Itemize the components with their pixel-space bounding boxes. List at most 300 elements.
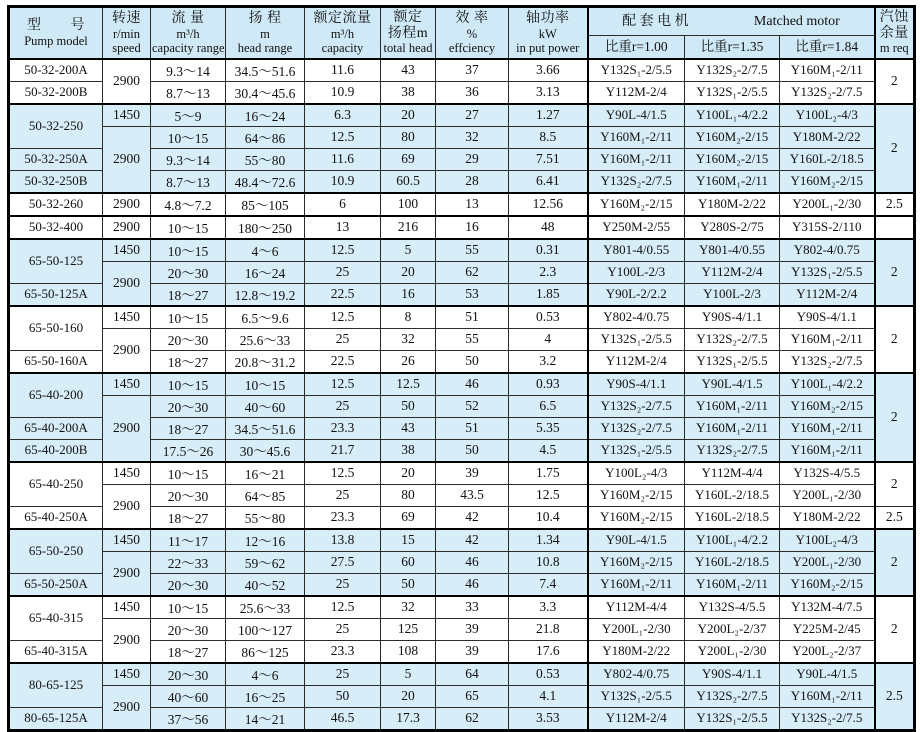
capacity-range-cell: 37～56	[151, 707, 226, 730]
efficiency-cell: 50	[436, 350, 509, 373]
speed-rpm-cell: 1450	[103, 663, 151, 686]
pump-model-cell: 80-65-125A	[9, 707, 103, 730]
efficiency-cell: 39	[436, 640, 509, 663]
table-header	[9, 7, 915, 59]
pump-model-cell: 50-32-260	[9, 193, 103, 216]
efficiency-cell: 51	[436, 306, 509, 329]
motor-r135-cell: Y132S₂-2/7.5	[685, 439, 780, 462]
npsh-cell: 2	[875, 462, 915, 507]
motor-r100-cell: Y802-4/0.75	[588, 306, 685, 329]
motor-r184-cell: Y160M₁-2/11	[780, 328, 875, 350]
speed-rpm-cell: 2900	[103, 551, 151, 596]
speed-rpm-cell: 2900	[103, 261, 151, 306]
speed-rpm-cell: 2900	[103, 484, 151, 529]
pump-model-cell: 50-32-250A	[9, 148, 103, 170]
head-range-cell: 4～6	[226, 663, 305, 686]
rated-total-head-cell: 26	[381, 350, 436, 373]
rated-capacity-cell: 11.6	[305, 148, 381, 170]
motor-r100-cell: Y90L-2/2.2	[588, 283, 685, 306]
speed-rpm-cell: 1450	[103, 306, 151, 329]
rated-total-head-cell: 20	[381, 104, 436, 127]
input-power-cell: 48	[509, 216, 588, 239]
motor-r135-cell: Y200L₁-2/30	[685, 640, 780, 663]
rated-capacity-cell: 46.5	[305, 707, 381, 730]
capacity-range-cell: 18～27	[151, 283, 226, 306]
efficiency-cell: 27	[436, 104, 509, 127]
npsh-cell: 2.5	[875, 193, 915, 216]
rated-total-head-cell: 80	[381, 126, 436, 148]
capacity-range-cell: 22～33	[151, 551, 226, 573]
efficiency-cell: 33	[436, 596, 509, 619]
table-body	[9, 59, 915, 731]
rated-total-head-cell: 5	[381, 239, 436, 262]
motor-r184-cell: Y180M-2/22	[780, 126, 875, 148]
header-speed-en: speed	[112, 40, 141, 55]
motor-r135-cell: Y132S₁-2/5.5	[685, 350, 780, 373]
npsh-cell: 2	[875, 306, 915, 373]
speed-rpm-cell: 2900	[103, 685, 151, 730]
motor-r100-cell: Y160M₂-2/15	[588, 484, 685, 506]
motor-r184-cell: Y112M-2/4	[780, 283, 875, 306]
motor-r100-cell: Y250M-2/55	[588, 216, 685, 239]
header-motor-r184: 比重r=1.84	[780, 36, 875, 59]
header-motor-r135: 比重r=1.35	[685, 36, 780, 59]
npsh-cell: 2.5	[875, 506, 915, 529]
motor-r135-cell: Y160M₁-2/11	[685, 417, 780, 439]
rated-total-head-cell: 16	[381, 283, 436, 306]
rated-capacity-cell: 25	[305, 328, 381, 350]
capacity-range-cell: 8.7～13	[151, 170, 226, 193]
efficiency-cell: 55	[436, 239, 509, 262]
head-range-cell: 25.6～33	[226, 596, 305, 619]
rated-total-head-cell: 20	[381, 261, 436, 283]
input-power-cell: 4.1	[509, 685, 588, 707]
table-row	[9, 663, 915, 686]
motor-r184-cell: Y100L₂-4/3	[780, 529, 875, 552]
motor-r135-cell: Y160M₂-2/15	[685, 148, 780, 170]
input-power-cell: 21.8	[509, 618, 588, 640]
header-capacity-range-unit: m³/h	[176, 26, 200, 41]
motor-r100-cell: Y200L₁-2/30	[588, 618, 685, 640]
pump-model-cell: 65-40-250	[9, 462, 103, 507]
rated-capacity-cell: 50	[305, 685, 381, 707]
motor-r100-cell: Y90L-4/1.5	[588, 529, 685, 552]
efficiency-cell: 37	[436, 59, 509, 82]
motor-r184-cell: Y90L-4/1.5	[780, 663, 875, 686]
input-power-cell: 3.3	[509, 596, 588, 619]
header-npsh	[875, 7, 915, 59]
table-row	[9, 306, 915, 329]
motor-r184-cell: Y315S-2/110	[780, 216, 875, 239]
motor-r184-cell: Y100L₁-4/2.2	[780, 373, 875, 396]
efficiency-cell: 43.5	[436, 484, 509, 506]
npsh-cell: 2	[875, 529, 915, 596]
rated-capacity-cell: 25	[305, 618, 381, 640]
capacity-range-cell: 20～30	[151, 663, 226, 686]
efficiency-cell: 39	[436, 462, 509, 485]
motor-r100-cell: Y801-4/0.55	[588, 239, 685, 262]
motor-r135-cell: Y132S₁-2/5.5	[685, 707, 780, 730]
capacity-range-cell: 20～30	[151, 573, 226, 596]
motor-r100-cell: Y802-4/0.75	[588, 663, 685, 686]
pump-spec-table	[7, 5, 916, 732]
efficiency-cell: 52	[436, 395, 509, 417]
input-power-cell: 0.53	[509, 663, 588, 686]
rated-total-head-cell: 43	[381, 417, 436, 439]
motor-r100-cell: Y180M-2/22	[588, 640, 685, 663]
npsh-cell: 2	[875, 596, 915, 663]
speed-rpm-cell: 2900	[103, 193, 151, 216]
header-rated-total-head-zh1: 额定	[393, 10, 423, 26]
head-range-cell: 55～80	[226, 506, 305, 529]
motor-r100-cell: Y112M-2/4	[588, 81, 685, 104]
head-range-cell: 14～21	[226, 707, 305, 730]
motor-r135-cell: Y180M-2/22	[685, 193, 780, 216]
speed-rpm-cell: 1450	[103, 462, 151, 485]
input-power-cell: 10.8	[509, 551, 588, 573]
input-power-cell: 2.3	[509, 261, 588, 283]
head-range-cell: 55～80	[226, 148, 305, 170]
efficiency-cell: 28	[436, 170, 509, 193]
rated-total-head-cell: 108	[381, 640, 436, 663]
input-power-cell: 12.5	[509, 484, 588, 506]
motor-r100-cell: Y132S₂-2/7.5	[588, 170, 685, 193]
speed-rpm-cell: 2900	[103, 395, 151, 462]
motor-r184-cell: Y160M₁-2/11	[780, 417, 875, 439]
header-rated-capacity-zh: 额定流量	[313, 10, 372, 26]
speed-rpm-cell: 1450	[103, 529, 151, 552]
motor-r135-cell: Y160L-2/18.5	[685, 551, 780, 573]
head-range-cell: 34.5～51.6	[226, 59, 305, 82]
head-range-cell: 64～86	[226, 126, 305, 148]
capacity-range-cell: 18～27	[151, 417, 226, 439]
rated-capacity-cell: 25	[305, 663, 381, 686]
motor-r135-cell: Y132S₁-2/5.5	[685, 81, 780, 104]
rated-capacity-cell: 6	[305, 193, 381, 216]
header-speed	[103, 7, 151, 59]
table-row	[9, 529, 915, 552]
table-row	[9, 104, 915, 127]
pump-model-cell: 50-32-200A	[9, 59, 103, 82]
motor-r100-cell: Y160M₂-2/15	[588, 506, 685, 529]
header-capacity-range	[151, 7, 226, 59]
motor-r135-cell: Y132S₂-2/7.5	[685, 328, 780, 350]
rated-capacity-cell: 6.3	[305, 104, 381, 127]
pump-model-cell: 65-50-125	[9, 239, 103, 284]
motor-r100-cell: Y112M-4/4	[588, 596, 685, 619]
head-range-cell: 20.8～31.2	[226, 350, 305, 373]
capacity-range-cell: 40～60	[151, 685, 226, 707]
rated-total-head-cell: 8	[381, 306, 436, 329]
motor-r100-cell: Y112M-2/4	[588, 350, 685, 373]
head-range-cell: 4～6	[226, 239, 305, 262]
capacity-range-cell: 18～27	[151, 506, 226, 529]
motor-r135-cell: Y90L-4/1.5	[685, 373, 780, 396]
motor-r135-cell: Y100L₁-4/2.2	[685, 104, 780, 127]
motor-r135-cell: Y132S₂-2/7.5	[685, 59, 780, 82]
input-power-cell: 4.5	[509, 439, 588, 462]
input-power-cell: 6.41	[509, 170, 588, 193]
rated-total-head-cell: 38	[381, 81, 436, 104]
input-power-cell: 1.27	[509, 104, 588, 127]
input-power-cell: 10.4	[509, 506, 588, 529]
table-row	[9, 59, 915, 82]
motor-r135-cell: Y132S-4/5.5	[685, 596, 780, 619]
input-power-cell: 0.53	[509, 306, 588, 329]
rated-total-head-cell: 15	[381, 529, 436, 552]
head-range-cell: 59～62	[226, 551, 305, 573]
head-range-cell: 25.6～33	[226, 328, 305, 350]
motor-r184-cell: Y132S₂-2/7.5	[780, 350, 875, 373]
capacity-range-cell: 10～15	[151, 239, 226, 262]
input-power-cell: 0.93	[509, 373, 588, 396]
motor-r135-cell: Y160M₁-2/11	[685, 395, 780, 417]
motor-r184-cell: Y180M-2/22	[780, 506, 875, 529]
header-input-power-zh: 轴功率	[526, 10, 570, 26]
rated-capacity-cell: 12.5	[305, 373, 381, 396]
pump-model-cell: 50-32-250	[9, 104, 103, 149]
efficiency-cell: 39	[436, 618, 509, 640]
rated-capacity-cell: 25	[305, 573, 381, 596]
head-range-cell: 100～127	[226, 618, 305, 640]
motor-r100-cell: Y100L-2/3	[588, 261, 685, 283]
rated-capacity-cell: 21.7	[305, 439, 381, 462]
rated-total-head-cell: 17.3	[381, 707, 436, 730]
motor-r135-cell: Y90S-4/1.1	[685, 663, 780, 686]
pump-model-cell: 50-32-200B	[9, 81, 103, 104]
input-power-cell: 12.56	[509, 193, 588, 216]
header-matched-motor-en: Matched motor	[753, 13, 840, 29]
header-pump-model	[9, 7, 103, 59]
efficiency-cell: 53	[436, 283, 509, 306]
head-range-cell: 10～15	[226, 373, 305, 396]
motor-r100-cell: Y132S₁-2/5.5	[588, 439, 685, 462]
pump-model-cell: 65-40-250A	[9, 506, 103, 529]
pump-model-cell: 65-50-250A	[9, 573, 103, 596]
rated-capacity-cell: 23.3	[305, 506, 381, 529]
efficiency-cell: 51	[436, 417, 509, 439]
motor-r184-cell: Y802-4/0.75	[780, 239, 875, 262]
head-range-cell: 86～125	[226, 640, 305, 663]
capacity-range-cell: 10～15	[151, 462, 226, 485]
table-row	[9, 328, 915, 350]
table-row	[9, 126, 915, 148]
motor-r100-cell: Y160M₁-2/11	[588, 148, 685, 170]
rated-total-head-cell: 69	[381, 148, 436, 170]
efficiency-cell: 42	[436, 529, 509, 552]
head-range-cell: 34.5～51.6	[226, 417, 305, 439]
speed-rpm-cell: 2900	[103, 126, 151, 193]
input-power-cell: 6.5	[509, 395, 588, 417]
input-power-cell: 17.6	[509, 640, 588, 663]
rated-capacity-cell: 13.8	[305, 529, 381, 552]
input-power-cell: 7.51	[509, 148, 588, 170]
motor-r100-cell: Y160M₁-2/11	[588, 573, 685, 596]
head-range-cell: 6.5～9.6	[226, 306, 305, 329]
motor-r135-cell: Y160L-2/18.5	[685, 484, 780, 506]
capacity-range-cell: 18～27	[151, 640, 226, 663]
pump-model-cell: 65-50-160	[9, 306, 103, 351]
header-pump-model-en: Pump model	[24, 33, 88, 48]
rated-total-head-cell: 32	[381, 328, 436, 350]
motor-r184-cell: Y160M₁-2/11	[780, 685, 875, 707]
efficiency-cell: 62	[436, 707, 509, 730]
head-range-cell: 40～60	[226, 395, 305, 417]
rated-total-head-cell: 38	[381, 439, 436, 462]
motor-r100-cell: Y132S₁-2/5.5	[588, 328, 685, 350]
motor-r135-cell: Y200L₂-2/37	[685, 618, 780, 640]
motor-r184-cell: Y160M₁-2/11	[780, 439, 875, 462]
table-row	[9, 373, 915, 396]
header-head-range-zh: 扬 程	[248, 10, 282, 26]
rated-total-head-cell: 100	[381, 193, 436, 216]
efficiency-cell: 64	[436, 663, 509, 686]
input-power-cell: 7.4	[509, 573, 588, 596]
header-rated-capacity-unit: m³/h	[330, 26, 355, 41]
header-rated-capacity	[305, 7, 381, 59]
head-range-cell: 85～105	[226, 193, 305, 216]
motor-r184-cell: Y100L₂-4/3	[780, 104, 875, 127]
rated-total-head-cell: 5	[381, 663, 436, 686]
efficiency-cell: 13	[436, 193, 509, 216]
motor-r184-cell: Y132S₂-2/7.5	[780, 707, 875, 730]
motor-r100-cell: Y160M₁-2/11	[588, 126, 685, 148]
table-row	[9, 239, 915, 262]
header-npsh-zh2: 余量	[879, 25, 909, 41]
speed-rpm-cell: 2900	[103, 59, 151, 104]
motor-r184-cell: Y160M₁-2/11	[780, 59, 875, 82]
head-range-cell: 64～85	[226, 484, 305, 506]
motor-r184-cell: Y160L-2/18.5	[780, 148, 875, 170]
header-efficiency-en: effciency	[448, 40, 496, 55]
motor-r184-cell: Y200L₂-2/37	[780, 640, 875, 663]
header-rated-total-head-en: total head	[383, 41, 433, 56]
pump-model-cell: 50-32-250B	[9, 170, 103, 193]
efficiency-cell: 62	[436, 261, 509, 283]
capacity-range-cell: 10～15	[151, 373, 226, 396]
rated-capacity-cell: 12.5	[305, 462, 381, 485]
rated-capacity-cell: 10.9	[305, 170, 381, 193]
header-efficiency	[436, 7, 509, 59]
efficiency-cell: 46	[436, 551, 509, 573]
capacity-range-cell: 18～27	[151, 350, 226, 373]
input-power-cell: 0.31	[509, 239, 588, 262]
header-matched-motor	[588, 7, 875, 36]
table-row	[9, 685, 915, 707]
head-range-cell: 180～250	[226, 216, 305, 239]
npsh-cell: 2	[875, 104, 915, 193]
table-row	[9, 261, 915, 283]
rated-total-head-cell: 216	[381, 216, 436, 239]
speed-rpm-cell: 1450	[103, 239, 151, 262]
motor-r184-cell: Y90S-4/1.1	[780, 306, 875, 329]
motor-r135-cell: Y90S-4/1.1	[685, 306, 780, 329]
capacity-range-cell: 20～30	[151, 484, 226, 506]
motor-r135-cell: Y112M-2/4	[685, 261, 780, 283]
header-head-range	[226, 7, 305, 59]
header-motor-r100: 比重r=1.00	[588, 36, 685, 59]
motor-r135-cell: Y112M-4/4	[685, 462, 780, 485]
motor-r100-cell: Y100L₂-4/3	[588, 462, 685, 485]
input-power-cell: 1.34	[509, 529, 588, 552]
rated-capacity-cell: 12.5	[305, 596, 381, 619]
motor-r100-cell: Y132S₁-2/5.5	[588, 59, 685, 82]
motor-r100-cell: Y90L-4/1.5	[588, 104, 685, 127]
table-row	[9, 193, 915, 216]
pump-model-cell: 65-50-250	[9, 529, 103, 574]
motor-r184-cell: Y200L₁-2/30	[780, 193, 875, 216]
header-capacity-range-zh: 流 量	[171, 10, 205, 26]
head-range-cell: 16～24	[226, 104, 305, 127]
header-head-range-en: head range	[237, 40, 293, 55]
rated-capacity-cell: 22.5	[305, 283, 381, 306]
motor-r100-cell: Y132S₁-2/5.5	[588, 685, 685, 707]
capacity-range-cell: 10～15	[151, 216, 226, 239]
motor-r100-cell: Y132S₂-2/7.5	[588, 417, 685, 439]
rated-capacity-cell: 12.5	[305, 126, 381, 148]
table-row	[9, 462, 915, 485]
pump-model-cell: 65-40-315A	[9, 640, 103, 663]
motor-r135-cell: Y132S₂-2/7.5	[685, 685, 780, 707]
rated-total-head-cell: 12.5	[381, 373, 436, 396]
table-row	[9, 216, 915, 239]
header-matched-motor-zh: 配 套 电 机	[622, 13, 689, 29]
head-range-cell: 12～16	[226, 529, 305, 552]
capacity-range-cell: 20～30	[151, 618, 226, 640]
efficiency-cell: 46	[436, 373, 509, 396]
input-power-cell: 8.5	[509, 126, 588, 148]
pump-model-cell: 65-50-125A	[9, 283, 103, 306]
efficiency-cell: 36	[436, 81, 509, 104]
efficiency-cell: 16	[436, 216, 509, 239]
npsh-cell: 2	[875, 373, 915, 462]
head-range-cell: 16～24	[226, 261, 305, 283]
efficiency-cell: 42	[436, 506, 509, 529]
speed-rpm-cell: 1450	[103, 596, 151, 619]
efficiency-cell: 46	[436, 573, 509, 596]
rated-capacity-cell: 11.6	[305, 59, 381, 82]
motor-r135-cell: Y160M₁-2/11	[685, 170, 780, 193]
input-power-cell: 3.2	[509, 350, 588, 373]
motor-r184-cell: Y200L₁-2/30	[780, 484, 875, 506]
rated-total-head-cell: 50	[381, 573, 436, 596]
speed-rpm-cell: 2900	[103, 216, 151, 239]
header-speed-zh: 转速	[112, 10, 141, 26]
speed-rpm-cell: 1450	[103, 104, 151, 127]
motor-r100-cell: Y132S₂-2/7.5	[588, 395, 685, 417]
pump-model-cell: 65-40-200B	[9, 439, 103, 462]
input-power-cell: 3.53	[509, 707, 588, 730]
motor-r184-cell: Y132S₁-2/5.5	[780, 261, 875, 283]
efficiency-cell: 29	[436, 148, 509, 170]
header-efficiency-zh: 效 率	[455, 10, 489, 26]
rated-capacity-cell: 25	[305, 484, 381, 506]
rated-capacity-cell: 25	[305, 395, 381, 417]
head-range-cell: 16～25	[226, 685, 305, 707]
npsh-cell: 2	[875, 59, 915, 104]
capacity-range-cell: 4.8～7.2	[151, 193, 226, 216]
header-input-power-en: in put power	[516, 40, 580, 55]
npsh-cell: 2	[875, 239, 915, 306]
input-power-cell: 1.85	[509, 283, 588, 306]
rated-total-head-cell: 69	[381, 506, 436, 529]
rated-capacity-cell: 12.5	[305, 306, 381, 329]
rated-total-head-cell: 32	[381, 596, 436, 619]
motor-r135-cell: Y160L-2/18.5	[685, 506, 780, 529]
rated-total-head-cell: 80	[381, 484, 436, 506]
header-input-power	[509, 7, 588, 59]
capacity-range-cell: 20～30	[151, 261, 226, 283]
